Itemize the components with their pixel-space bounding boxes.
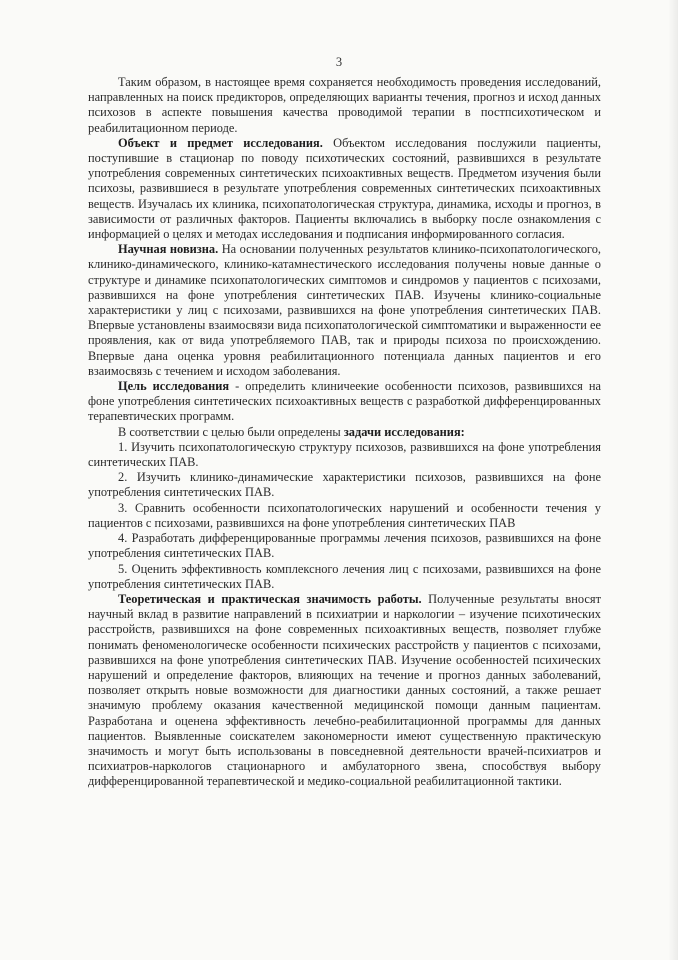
heading-tasks: задачи исследования:	[343, 424, 465, 439]
heading-object: Объект и предмет исследования.	[118, 135, 323, 150]
heading-novelty: Научная новизна.	[118, 242, 219, 257]
paragraph-novelty	[88, 242, 601, 379]
paragraph-significance	[88, 592, 601, 790]
task-item-5: 5. Оценить эффективность комплексного лечения лиц с психозами, развившихся на фоне употребления синтетических ПАВ.	[88, 561, 601, 591]
document-body	[88, 75, 601, 790]
heading-significance: Теоретическая и практическая значимость работы.	[118, 591, 422, 606]
text-goal: - определить клиничеекие особенности психозов, развившихся на фоне употребления синтетических психоактивных веществ с разработкой дифференцированных терапевтических программ.	[88, 379, 601, 424]
task-item-2: 2. Изучить клинико-динамические характеристики психозов, развившихся на фоне употребления синтетических ПАВ.	[88, 470, 601, 500]
paragraph-object	[88, 136, 601, 242]
text-significance: Полученные результаты вносят научный вклад в развитие направлений в психиатрии и наркологии – изучение психотических расстройств, развившихся на фоне современных психоактивных веществ, позволяет глубже понимать феноменологичеcке особенности психических расстройств у пациентов с психозами, развившихся на фоне употребления синтетических ПАВ. Изучение особенностей психических нарушений и определение факторов, влияющих на течение и прогноз данных заболеваний, позволяет открыть новые возможности для диагностики данных состояний, а также решает значимую проблему оказания качественной медицинской помощи данным пациентам. Разработана и оценена эффективность лечебно-реабилитационной программы для данных пациентов. Выявленные соискателем закономерности имеют существенную практическую значимость и могут быть использованы в повседневной деятельности врачей-психиатров и психиатров-наркологов стационарного и амбулаторного звена, способствуя выбору дифференцированной терапевтической и медико-социальной реабилитационной тактики.	[88, 591, 602, 789]
task-item-3: 3. Сравнить особенности психопатологических нарушений и особенности течения у пациентов с психозами, развившихся на фоне употребления синтетических ПАВ	[88, 500, 601, 530]
text-tasks-intro: В соответствии с целью были определены	[118, 424, 344, 439]
paragraph-tasks-intro	[88, 425, 601, 440]
paragraph-intro: Таким образом, в настоящее время сохраняется необходимость проведения исследований, направленных на поиск предикторов, определяющих варианты течения, прогноз и исход данных психозов в аспекте повышения качества проводимой терапии в постпсихотическом и реабилитационном периоде.	[88, 75, 601, 135]
text-object: Объектом исследования послужили пациенты, поступившие в стационар по поводу психотических состояний, развившихся в результате употребления современных синтетических психоактивных веществ. Предметом изучения были психозы, развившиеся в результате употребления современных синтетических психоактивных веществ. Изучалась их клиника, психопатологическая структура, динамика, исходы и прогноз, в зависимости от различных факторов. Пациенты включались в выборку после ознакомления с информацией о целях и методах исследования и подписания информированного согласия.	[88, 135, 601, 242]
heading-goal: Цель исследования	[118, 379, 230, 394]
page-number: 3	[335, 55, 343, 69]
text-novelty: На основании полученных результатов клинико-психопатологического, клинико-динамического, клинико-катамнестического исследования получены новые данные о структуре и динамике психопатологических симптомов и синдромов у пациентов с психозами, развившихся на фоне употребления синтетических ПАВ. Изучены клинико-социальные характеристики у лиц с психозами, развившихся на фоне употребления синтетических ПАВ. Впервые установлены взаимосвязи вида психопатологической симптоматики и выраженности ее проявления, как от вида употребляемого ПАВ, так и природы психоза по происхождению. Впервые дана оценка уровня реабилитационного потенциала данных пациентов и его взаимосвязь с течением и исходом заболевания.	[88, 242, 601, 378]
page-edge-shadow	[668, 0, 678, 960]
task-item-4: 4. Разработать дифференцированные программы лечения психозов, развившихся на фоне употребления синтетических ПАВ.	[88, 531, 601, 561]
paragraph-goal	[88, 379, 601, 425]
task-item-1: 1. Изучить психопатологическую структуру психозов, развившихся на фоне употребления синтетических ПАВ.	[88, 439, 601, 470]
